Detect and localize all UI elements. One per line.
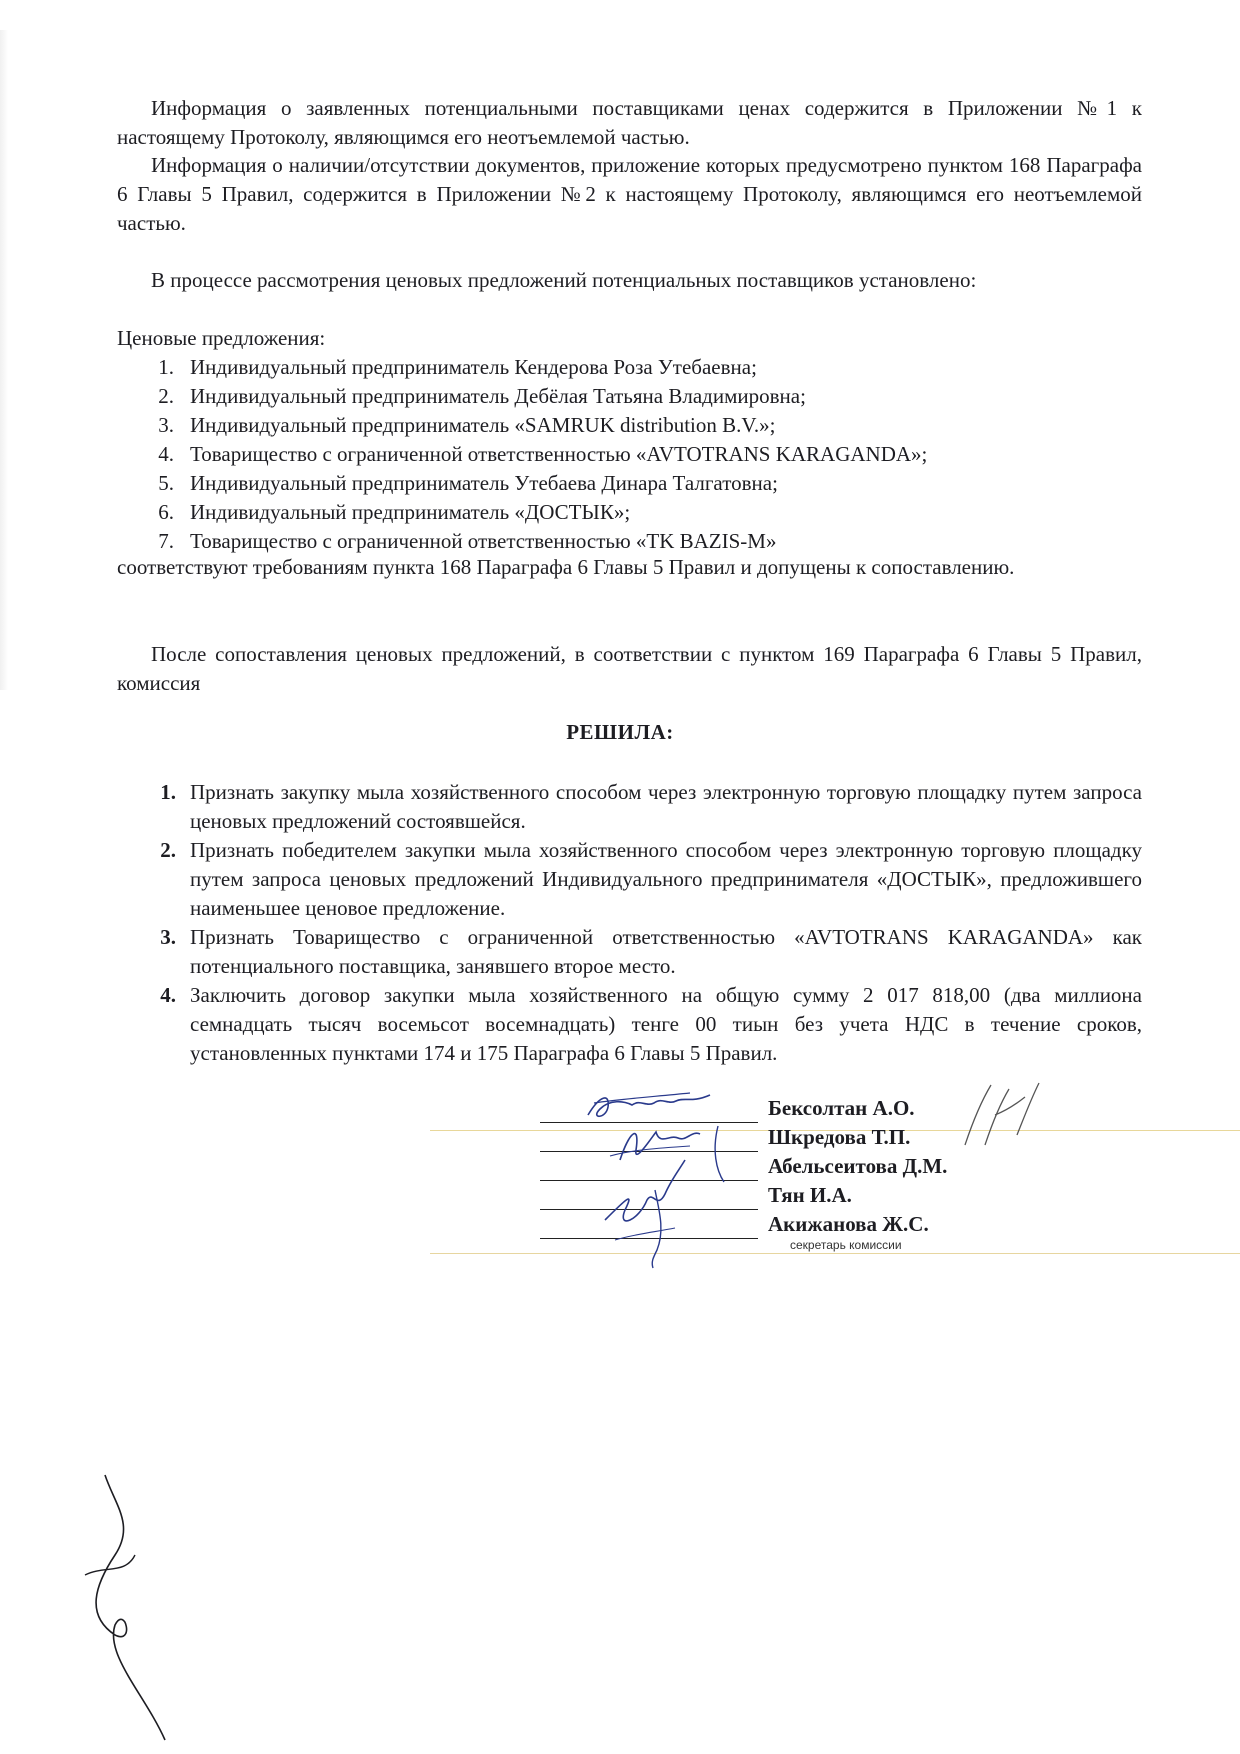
decision-text: Признать победителем закупки мыла хозяйственного способом через электронную торговую площадку путем запроса ценовых предложений Индивидуального предпринимателя «ДОСТЫК», предложившего наименьшее ценовое предложение. xyxy=(190,838,1142,920)
list-item xyxy=(152,469,1092,498)
decision-item xyxy=(152,923,1142,981)
handwritten-signature xyxy=(580,1085,720,1125)
list-item-number: 2. xyxy=(158,384,174,408)
decision-text: Признать Товарищество с ограниченной ответственностью «AVTOTRANS KARAGANDA» как потенциального поставщика, занявшего второе место. xyxy=(190,925,1142,978)
decision-number: 4. xyxy=(160,983,176,1007)
decision-item xyxy=(152,778,1142,836)
paragraph-compliance: соответствуют требованиям пункта 168 Параграфа 6 Главы 5 Правил и допущены к сопоставлению. xyxy=(117,555,1015,579)
list-item-number: 4. xyxy=(158,442,174,466)
scan-rule xyxy=(430,1253,1240,1254)
offers-list xyxy=(152,353,1092,556)
decision-text: Заключить договор закупки мыла хозяйственного на общую сумму 2 017 818,00 (два миллиона семнадцать тысяч восемьсот восемнадцать) тенге 00 тиын без учета НДС в течение сроков, установленных пунктами 174 и 175 Параграфа 6 Главы 5 Правил. xyxy=(190,983,1142,1065)
paragraph-prices-info: Информация о заявленных потенциальными поставщиками ценах содержится в Приложении №1 к настоящему Протоколу, являющимся его неотъемлемой частью. xyxy=(117,96,1142,149)
decision-number: 3. xyxy=(160,925,176,949)
signatory-name: Акижанова Ж.С. xyxy=(768,1212,929,1236)
list-item-text: Индивидуальный предприниматель «SAMRUK distribution B.V.»; xyxy=(190,413,776,437)
decisions-list xyxy=(152,778,1142,1068)
list-item xyxy=(152,527,1092,556)
handwritten-initials xyxy=(75,1465,185,1745)
list-item xyxy=(152,382,1092,411)
list-item-text: Индивидуальный предприниматель «ДОСТЫК»; xyxy=(190,500,631,524)
list-item-text: Индивидуальный предприниматель Дебёлая Татьяна Владимировна; xyxy=(190,384,806,408)
list-item xyxy=(152,440,1092,469)
decision-number: 2. xyxy=(160,838,176,862)
list-item xyxy=(152,353,1092,382)
list-item-text: Индивидуальный предприниматель Утебаева Динара Талгатовна; xyxy=(190,471,778,495)
paragraph-comparison: После сопоставления ценовых предложений, в соответствии с пунктом 169 Параграфа 6 Главы 5 Правил, комиссия xyxy=(117,642,1142,695)
list-item-text: Товарищество с ограниченной ответственностью «AVTOTRANS KARAGANDA»; xyxy=(190,442,928,466)
list-item-text: Индивидуальный предприниматель Кендерова Роза Утебаевна; xyxy=(190,355,757,379)
offers-label: Ценовые предложения: xyxy=(117,326,326,350)
list-item xyxy=(152,498,1092,527)
signatory-name: Абельсеитова Д.М. xyxy=(768,1154,948,1178)
decision-text: Признать закупку мыла хозяйственного способом через электронную торговую площадку путем запроса ценовых предложений состоявшейся. xyxy=(190,780,1142,833)
list-item-number: 6. xyxy=(158,500,174,524)
list-item-number: 1. xyxy=(158,355,174,379)
signatory-name: Тян И.А. xyxy=(768,1183,852,1207)
decision-number: 1. xyxy=(160,780,176,804)
list-item-number: 7. xyxy=(158,529,174,553)
signatory-name: Шкредова Т.П. xyxy=(768,1125,911,1149)
paragraph-review-intro: В процессе рассмотрения ценовых предложений потенциальных поставщиков установлено: xyxy=(151,268,977,292)
decision-heading: РЕШИЛА: xyxy=(566,720,674,744)
secretary-role-label: секретарь комиссии xyxy=(790,1238,902,1252)
list-item-text: Товарищество с ограниченной ответственностью «TK BAZIS-M» xyxy=(190,529,777,553)
handwritten-signature xyxy=(595,1150,715,1270)
decision-item xyxy=(152,836,1142,923)
list-item-number: 3. xyxy=(158,413,174,437)
signatory-name: Бексолтан А.О. xyxy=(768,1096,915,1120)
decision-item xyxy=(152,981,1142,1068)
list-item-number: 5. xyxy=(158,471,174,495)
scan-edge-shadow xyxy=(0,30,8,690)
paragraph-documents-info: Информация о наличии/отсутствии документов, приложение которых предусмотрено пунктом 168 Параграфа 6 Главы 5 Правил, содержится в Приложении №2 к настоящему Протоколу, являющимся его неотъемлемой частью. xyxy=(117,153,1142,235)
list-item xyxy=(152,411,1092,440)
handwritten-signature xyxy=(955,1075,1045,1155)
